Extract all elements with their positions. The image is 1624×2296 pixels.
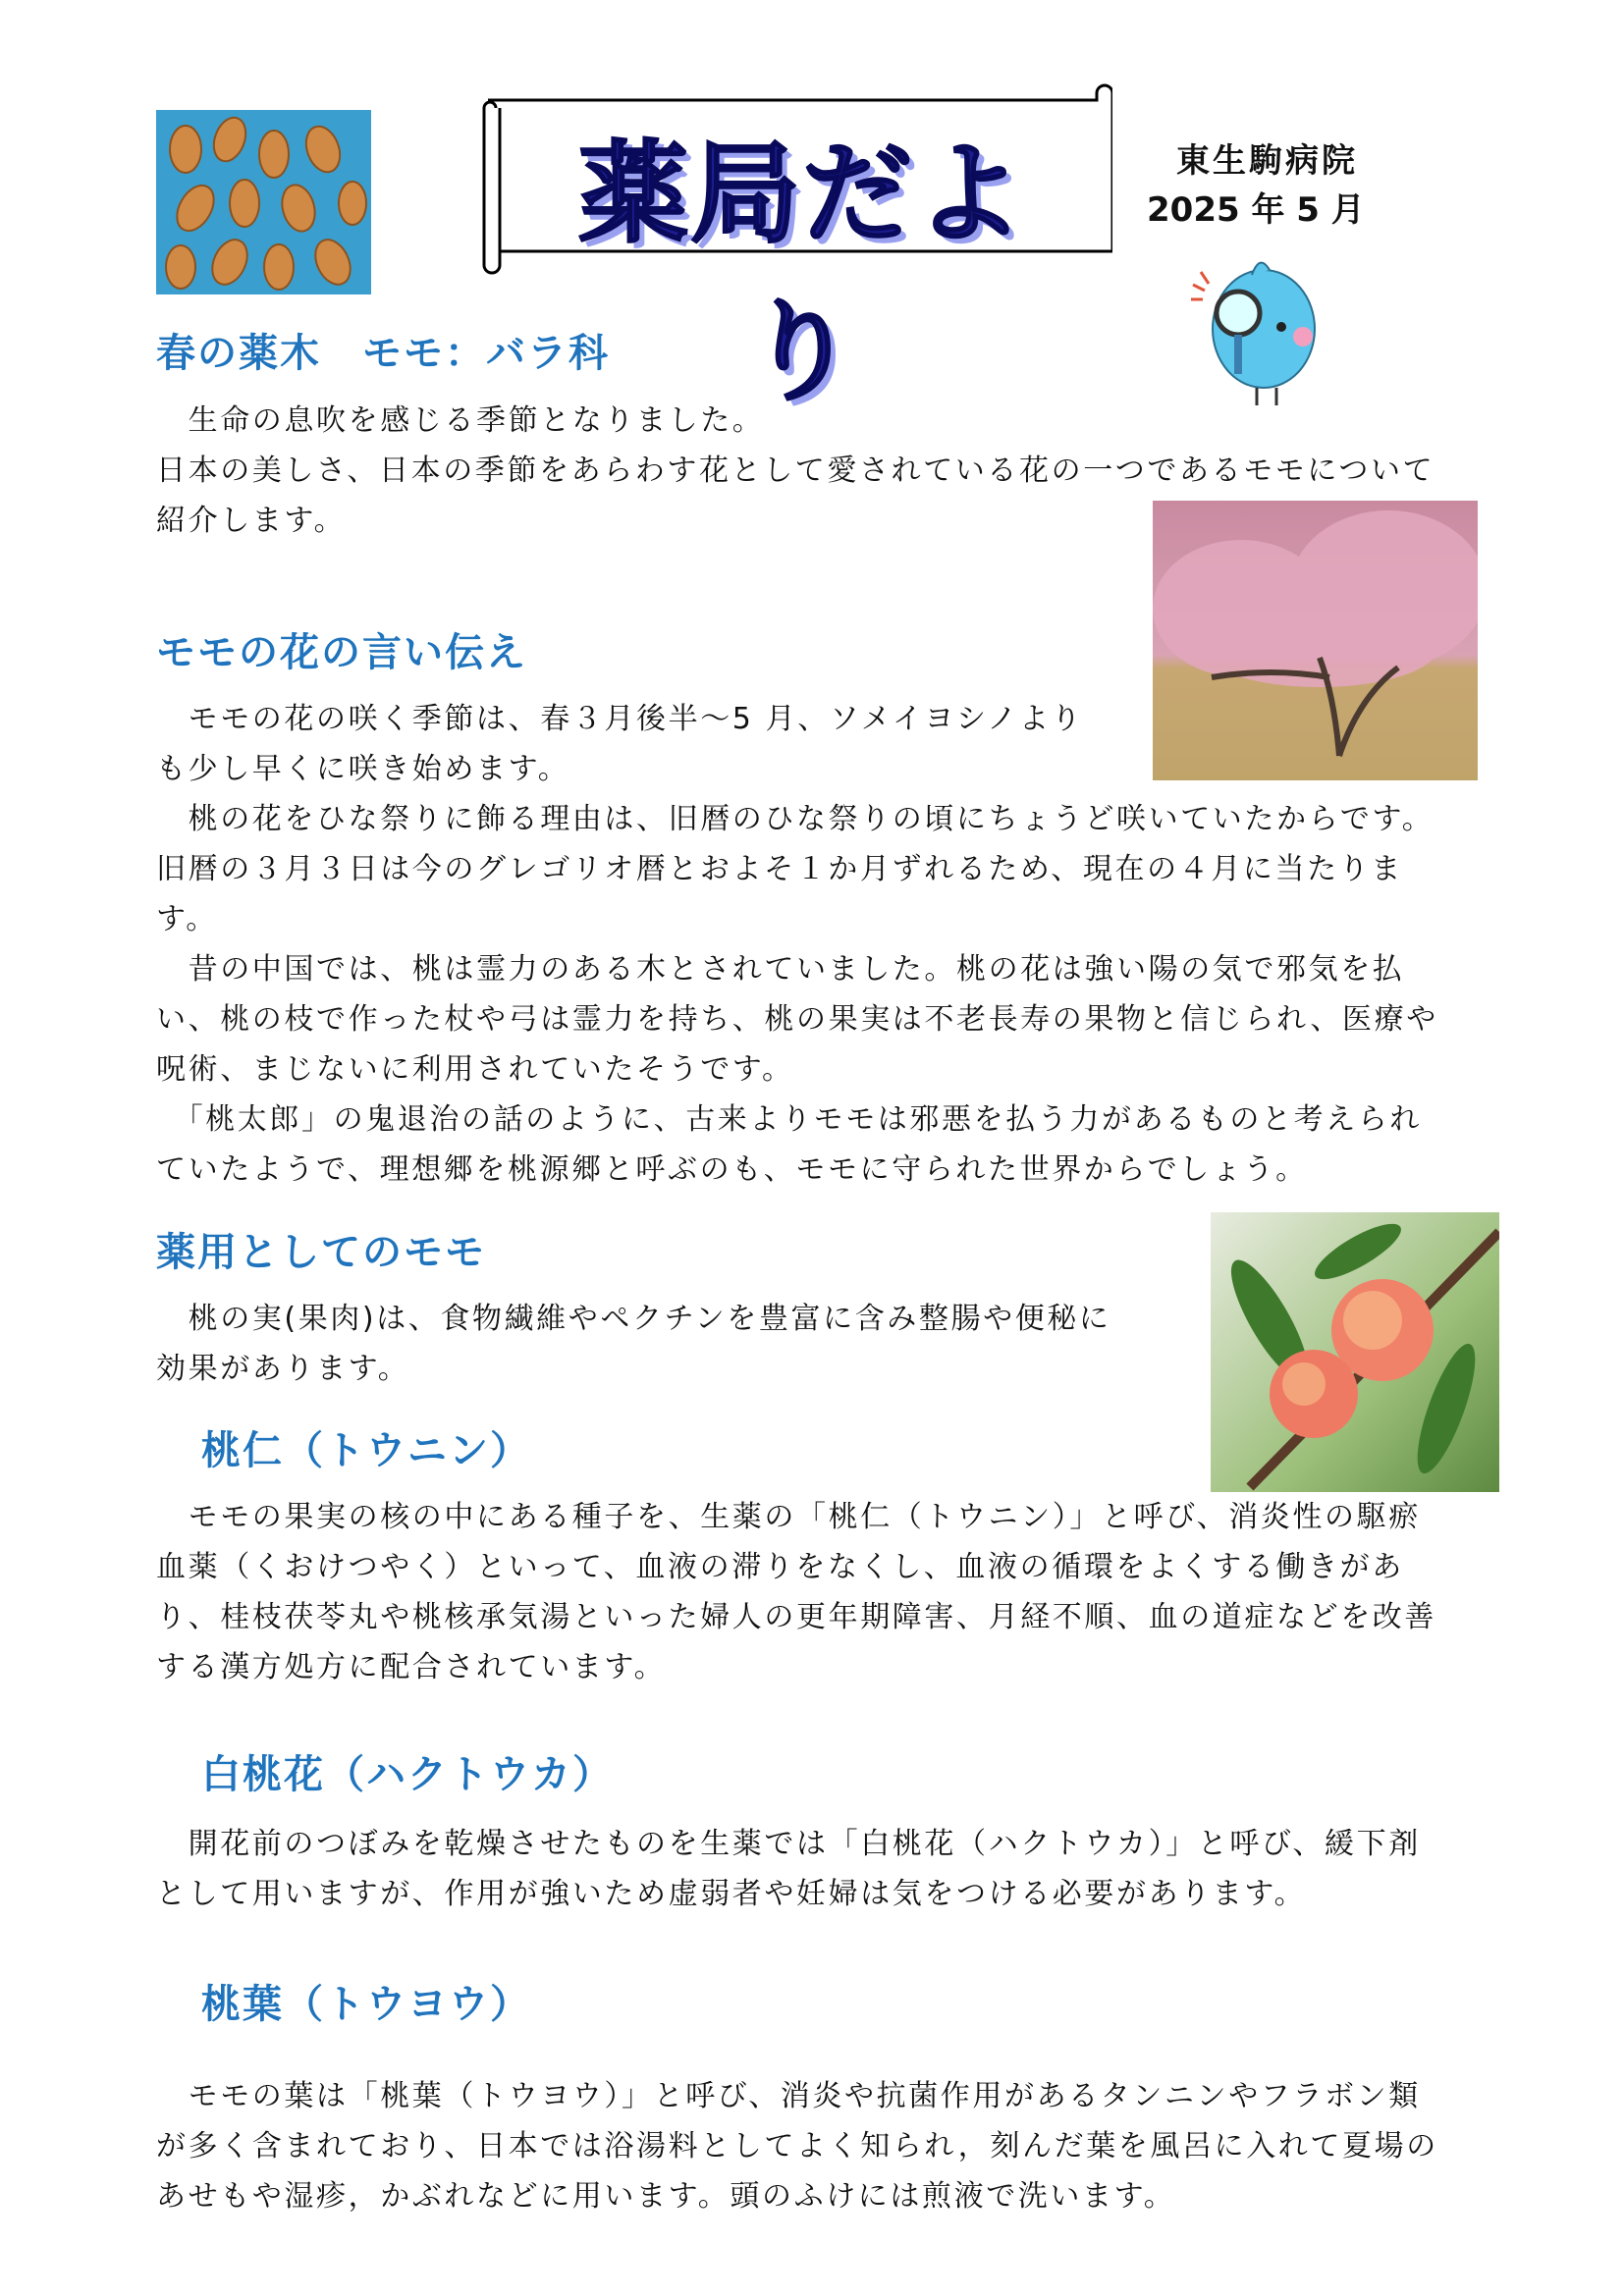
- text-line: 開花前のつぼみを乾燥させたものを生薬では「白桃花（ハクトウカ）」と呼び、緩下剤: [156, 1827, 1421, 1861]
- tree-illustration: [1153, 501, 1478, 780]
- text-line: する漢方処方に配合されています。: [156, 1650, 667, 1684]
- hospital-name: 東生駒病院: [1176, 141, 1358, 181]
- text-line: モモの葉は「桃葉（トウヨウ）」と呼び、消炎や抗菌作用があるタンニンやフラボン類: [156, 2079, 1421, 2113]
- peach-illustration: [1211, 1212, 1499, 1492]
- text-line: 呪術、まじないに利用されていたそうです。: [156, 1052, 794, 1087]
- issue-date: 2025 年 5 月: [1147, 190, 1365, 230]
- text-line: す。: [156, 902, 218, 936]
- text-line: 生命の息吹を感じる季節となりました。: [156, 403, 765, 438]
- text-line: り、桂枝茯苓丸や桃核承気湯といった婦人の更年期障害、月経不順、血の道症などを改善: [156, 1600, 1436, 1634]
- section-heading-legend: モモの花の言い伝え: [156, 630, 527, 675]
- newsletter-title: 薬局だより: [578, 131, 1026, 416]
- text-line: も少し早くに咲き始めます。: [156, 752, 570, 786]
- text-line: 紹介します。: [156, 504, 347, 538]
- text-line: が多く含まれており、日本では浴湯料としてよく知られ，刻んだ葉を風呂に入れて夏場の: [156, 2129, 1438, 2163]
- subheading-touyou: 桃葉（トウヨウ）: [201, 1982, 531, 2027]
- peach-fruit-photo: [1211, 1212, 1499, 1492]
- section-heading-medicinal: 薬用としてのモモ: [156, 1230, 486, 1275]
- text-line: モモの果実の核の中にある種子を、生薬の「桃仁（トウニン）」と呼び、消炎性の駆瘀: [156, 1500, 1421, 1534]
- almond-seeds-photo: [156, 110, 371, 294]
- peach-blossom-tree-photo: [1153, 501, 1478, 780]
- subheading-tounin: 桃仁（トウニン）: [201, 1428, 531, 1473]
- bird-mascot-magnifier-icon: [1183, 250, 1335, 417]
- text-line: 効果があります。: [156, 1352, 410, 1386]
- text-line: 桃の花をひな祭りに飾る理由は、旧暦のひな祭りの頃にちょうど咲いていたからです。: [156, 802, 1435, 836]
- text-line: として用いますが、作用が強いため虚弱者や妊婦は気をつける必要があります。: [156, 1877, 1307, 1911]
- text-line: 昔の中国では、桃は霊力のある木とされていました。桃の花は強い陽の気で邪気を払: [156, 952, 1405, 987]
- text-line: あせもや湿疹，かぶれなどに用います。頭のふけには煎液で洗います。: [156, 2179, 1176, 2214]
- text-line: 桃の実(果肉)は、食物繊維やペクチンを豊富に含み整腸や便秘に: [156, 1302, 1111, 1336]
- text-line: 血薬（くおけつやく）といって、血液の滞りをなくし、血液の循環をよくする働きがあ: [156, 1550, 1404, 1584]
- text-line: 「桃太郎」の鬼退治の話のように、古来よりモモは邪悪を払う力があるものと考えられ: [156, 1102, 1422, 1137]
- text-line: ていたようで、理想郷を桃源郷と呼ぶのも、モモに守られた世界からでしょう。: [156, 1152, 1308, 1187]
- subheading-hakutouka: 白桃花（ハクトウカ）: [201, 1752, 614, 1797]
- title-banner: [468, 69, 1112, 416]
- text-line: 日本の美しさ、日本の季節をあらわす花として愛されている花の一つであるモモについて: [156, 454, 1435, 488]
- text-line: い、桃の枝で作った杖や弓は霊力を持ち、桃の果実は不老長寿の果物と信じられ、医療や: [156, 1002, 1438, 1037]
- section-heading-spring-herb: 春の薬木 モモ：バラ科: [156, 331, 610, 376]
- almond-seeds-illustration: [156, 110, 371, 294]
- text-line: 旧暦の３月３日は今のグレゴリオ暦とおよそ１か月ずれるため、現在の４月に当たりま: [156, 852, 1403, 886]
- text-line: モモの花の咲く季節は、春３月後半～5 月、ソメイヨシノより: [156, 702, 1084, 736]
